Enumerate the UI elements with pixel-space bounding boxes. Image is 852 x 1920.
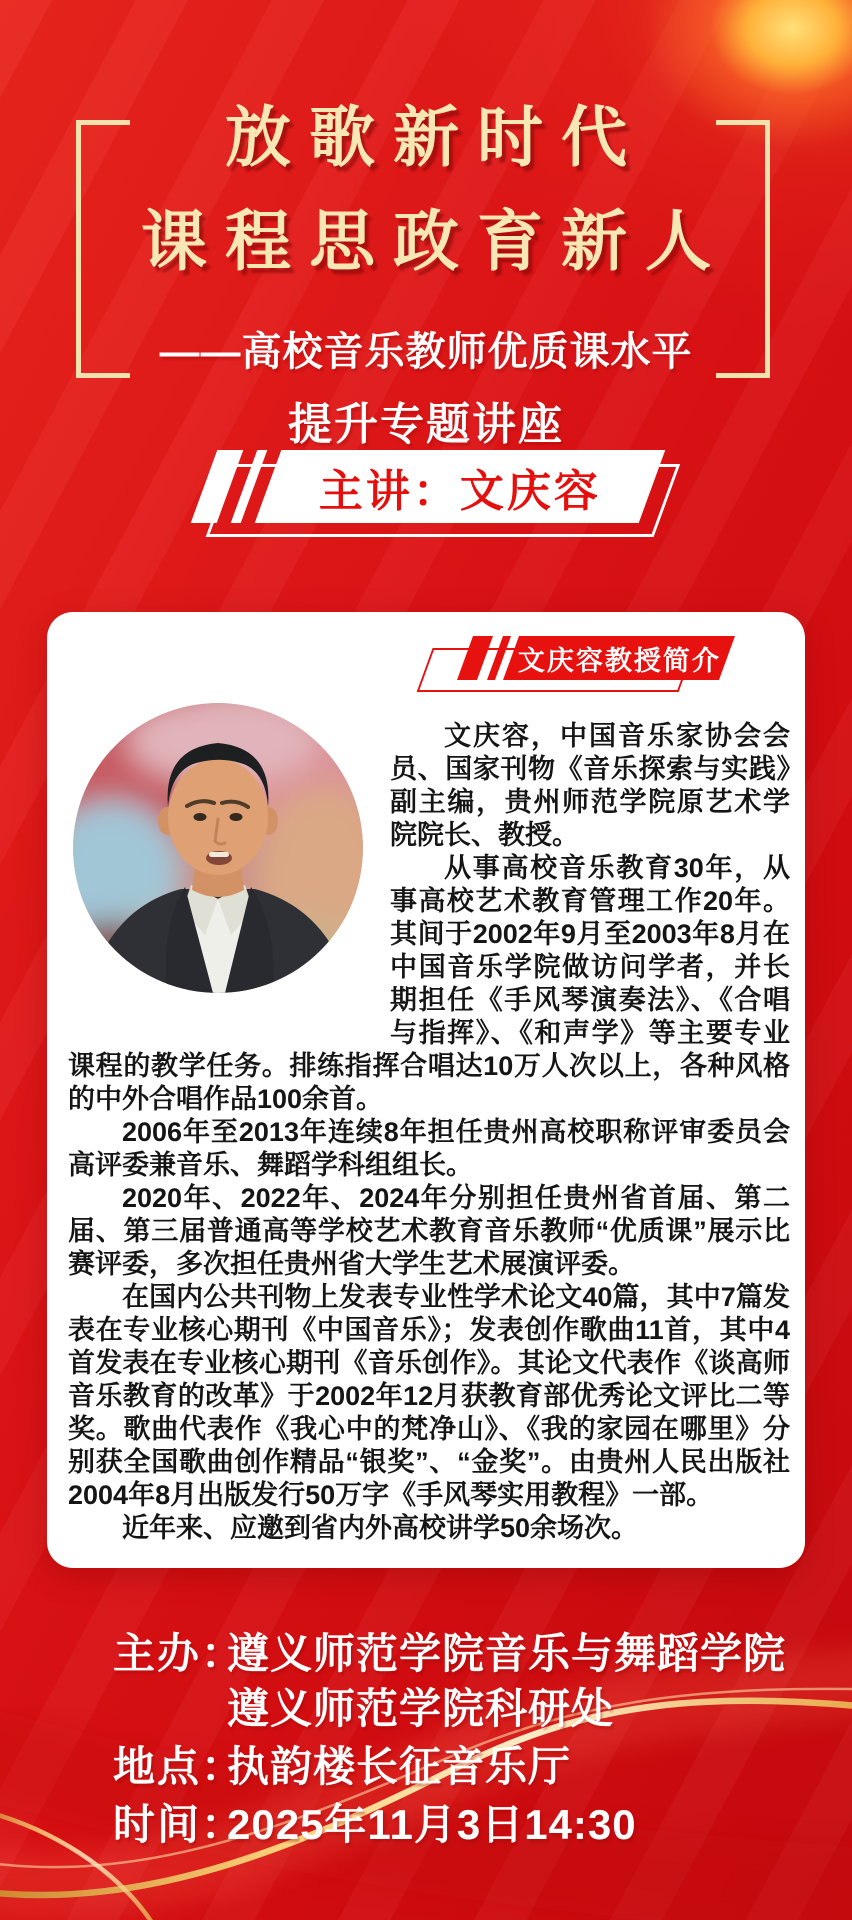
- time-row: [0, 1796, 852, 1854]
- bio-header-text: 文庆容教授简介: [517, 645, 721, 676]
- bio-header-banner: [465, 636, 727, 680]
- bio-paragraph: 近年来、应邀到省内外高校讲学50余场次。: [122, 1513, 639, 1543]
- venue-label: 地点：: [113, 1743, 246, 1790]
- poster-title-line2: 课程思政育新人: [141, 202, 729, 280]
- bio-paragraph: 2020年、2022年、2024年分别担任贵州省首届、第二届、第三届普通高等学校艺术教育音乐教师“优质课”展示比赛评委，多次担任贵州省大学生艺术展演评委。: [68, 1183, 790, 1279]
- speaker-photo: [73, 703, 363, 993]
- venue-row: [0, 1738, 852, 1796]
- bio-header-body: [503, 636, 735, 680]
- bio-paragraph: 2006年至2013年连续8年担任贵州高校职称评审委员会高评委兼音乐、舞蹈学科组组长。: [68, 1117, 790, 1180]
- speaker-banner-text: 主讲：文庆容: [319, 466, 601, 516]
- bio-card: [47, 612, 805, 1568]
- poster-subtitle-line1: ——高校音乐教师优质课水平: [159, 330, 693, 374]
- speaker-banner: [204, 450, 652, 523]
- organizer-value-line2: 遵义师范学院科研处: [227, 1685, 615, 1732]
- organizer-label: 主办：: [113, 1630, 246, 1677]
- speaker-banner-body: [255, 450, 666, 523]
- bio-paragraph: 文庆容，中国音乐家协会会员、国家刊物《音乐探索与实践》副主编，贵州师范学院原艺术学院院长、教授。: [390, 721, 790, 850]
- poster-subtitle-line2: 提升专题讲座: [288, 400, 564, 449]
- poster-title-line1: 放歌新时代: [225, 98, 645, 176]
- event-info: [0, 1628, 852, 1854]
- organizer-value-line1: 遵义师范学院音乐与舞蹈学院: [227, 1630, 787, 1677]
- speaker-portrait-illustration: [73, 703, 363, 993]
- bio-paragraph: 在国内公共刊物上发表专业性学术论文40篇，其中7篇发表在专业核心期刊《中国音乐》；发表创作歌曲11首，其中4首发表在专业核心期刊《音乐创作》。其论文代表作《谈高师音乐教育的改革》于2002年12月获教育部优秀论文评比二等奖。歌曲代表作《我心中的梵净山》、《我的家园在哪里》分别获全国歌曲创作精品“银奖”、“金奖”。由贵州人民出版社2004年8月出版发行50万字《手风琴实用教程》一部。: [68, 1282, 790, 1510]
- organizer-row-line2: [0, 1680, 852, 1738]
- bio-paragraph: 从事高校音乐教育30年，从事高校艺术教育管理工作20年。其间于2002年9月至2003年8月在中国音乐学院做访问学者，并长期担任《手风琴演奏法》、《合唱与指挥》、《和声学》等主要专业课程的教学任务。排练指挥合唱达10万人次以上，各种风格的中外合唱作品100余首。: [68, 853, 790, 1114]
- time-value: 2025年11月3日14:30: [227, 1801, 637, 1848]
- organizer-row: [0, 1628, 852, 1680]
- venue-value: 执韵楼长征音乐厅: [227, 1743, 572, 1790]
- time-label: 时间：: [113, 1801, 246, 1848]
